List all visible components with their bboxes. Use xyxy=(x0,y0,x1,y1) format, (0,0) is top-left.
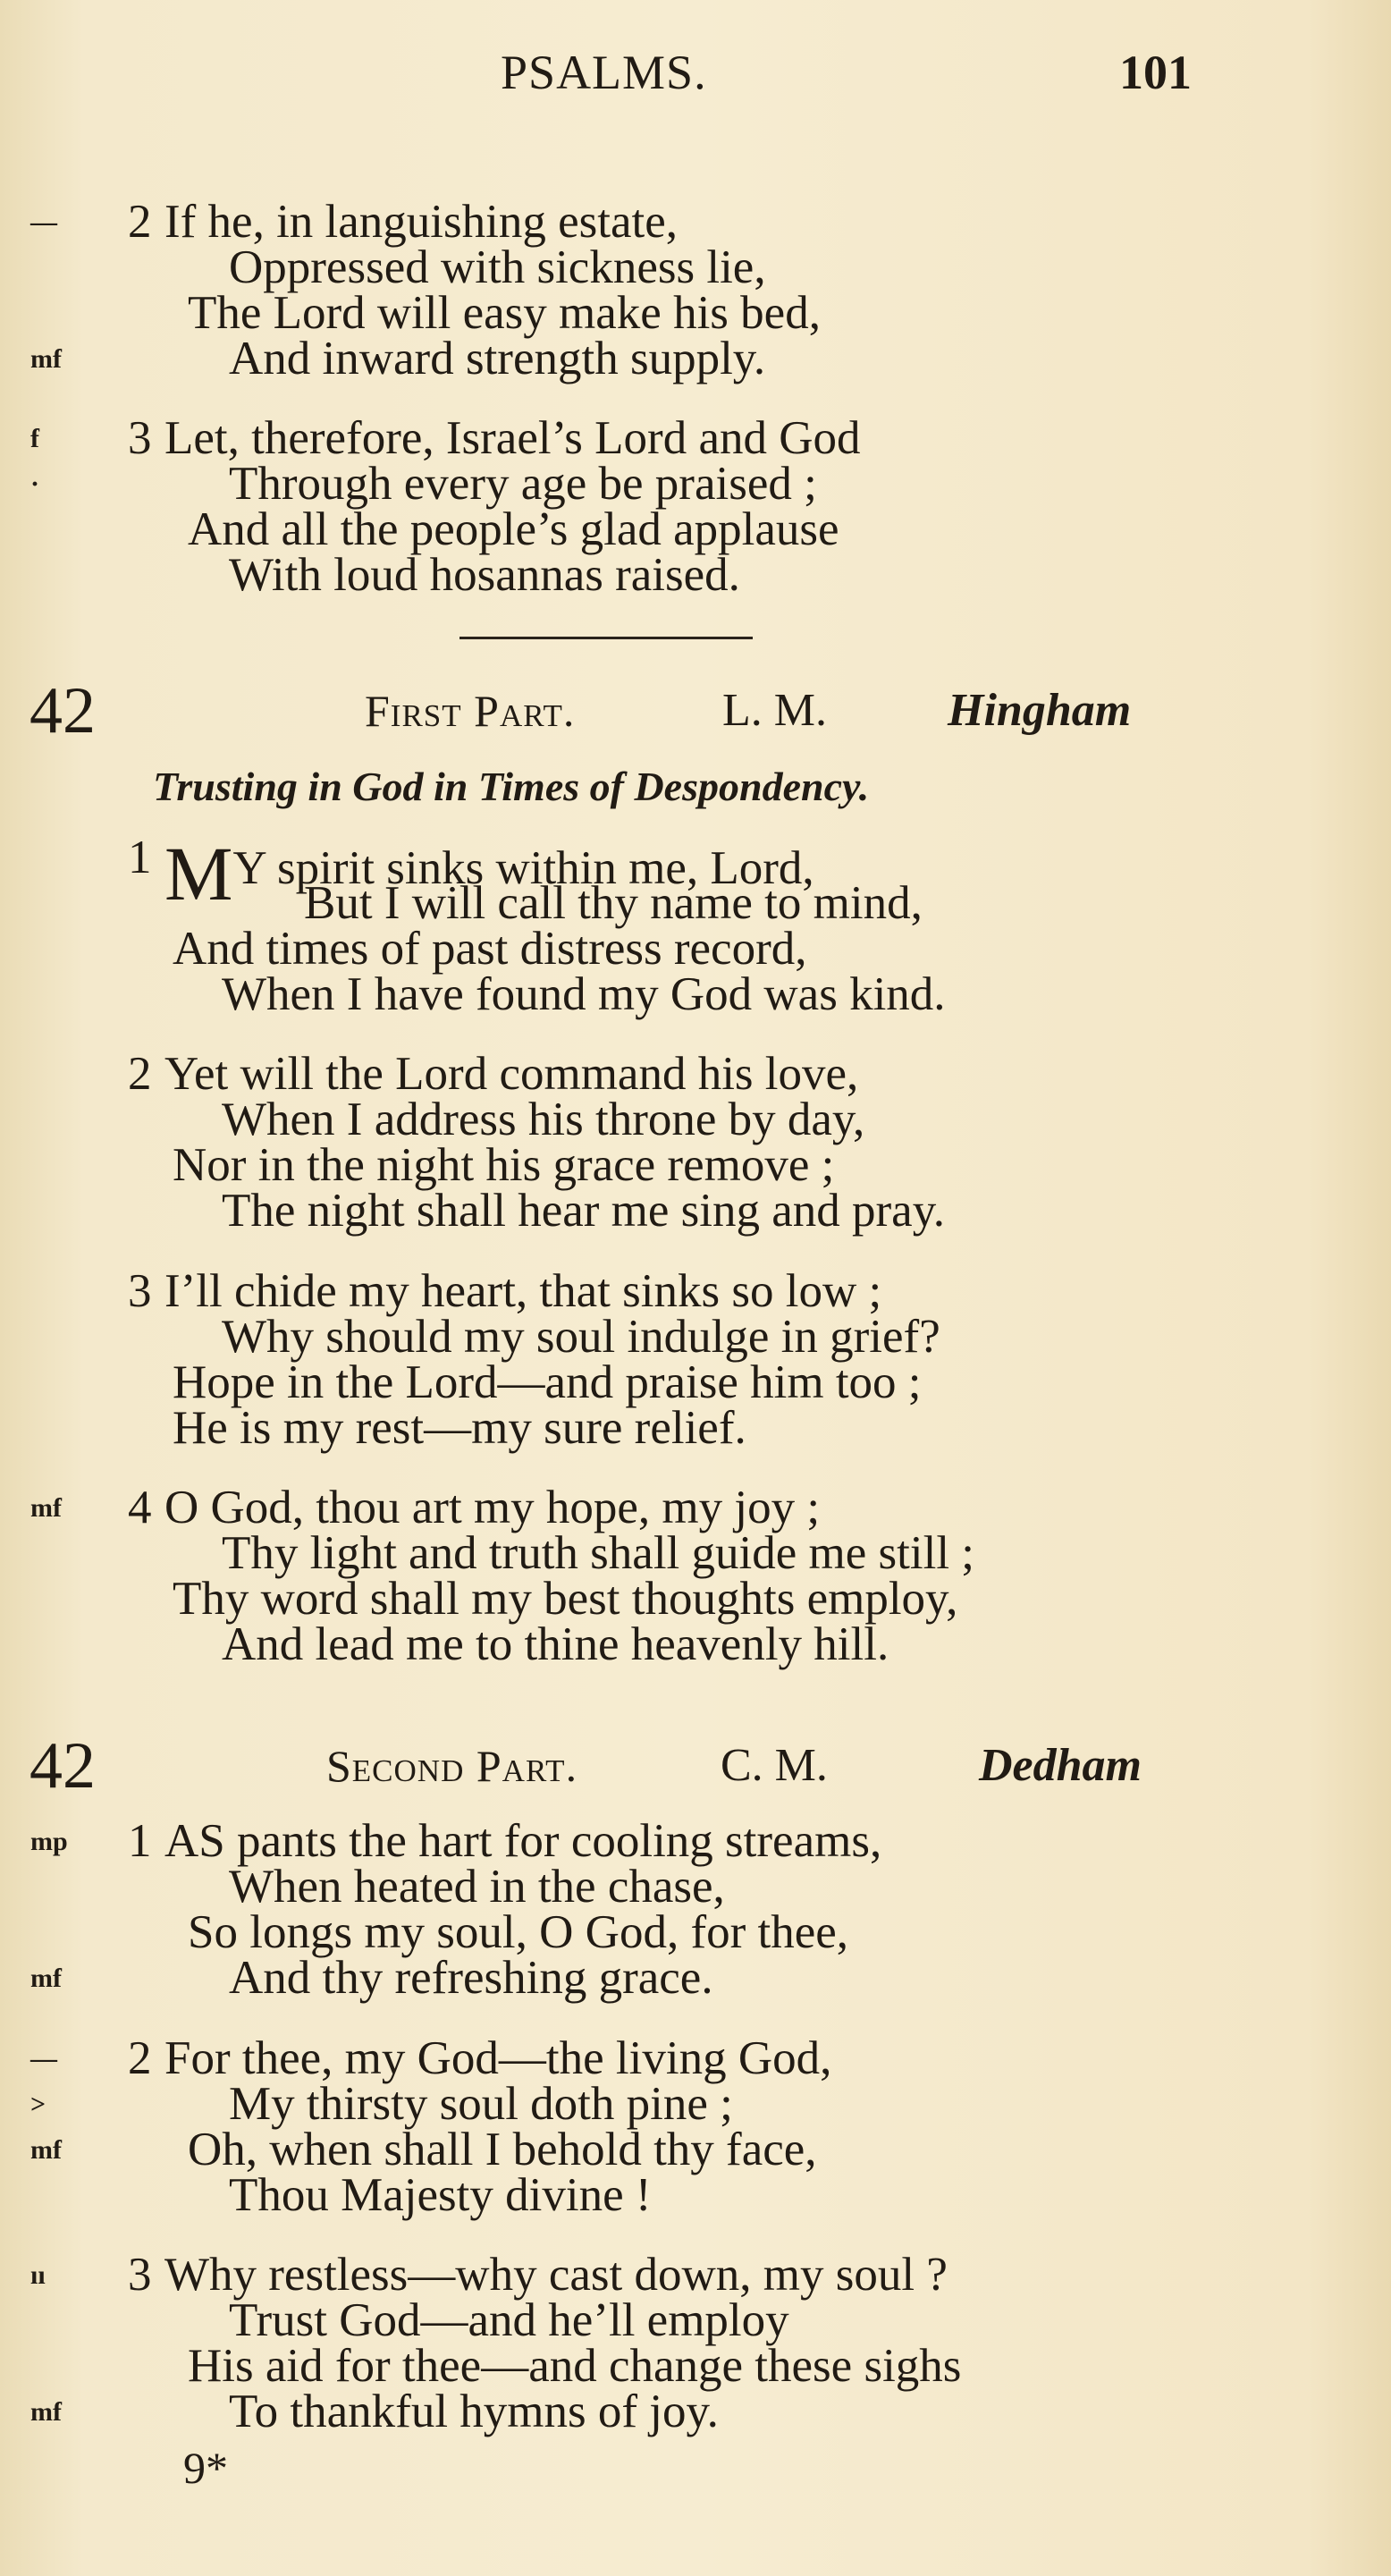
verse-line xyxy=(0,1815,1391,1867)
verse-line xyxy=(0,2386,1391,2437)
verse-text: He is my rest—my sure relief. xyxy=(173,1402,746,1454)
verse-number: 4 xyxy=(128,1482,152,1533)
verse-text: And inward strength supply. xyxy=(229,333,766,384)
verse-line xyxy=(0,1185,1391,1237)
verse-number: 3 xyxy=(128,412,152,464)
verse-line xyxy=(0,241,1391,293)
verse-text: Oh, when shall I behold thy face, xyxy=(188,2124,817,2175)
verse-number: 1 xyxy=(128,1815,152,1867)
verse-text: Let, therefore, Israel’s Lord and God xyxy=(164,412,861,464)
verse-line xyxy=(0,1094,1391,1145)
hymn-meter: C. M. xyxy=(721,1740,828,1791)
hymn-subtitle: Trusting in God in Times of Despondency. xyxy=(153,764,870,809)
verse-text: Hope in the Lord—and praise him too ; xyxy=(173,1356,922,1408)
verse-text: So longs my soul, O God, for thee, xyxy=(188,1906,849,1958)
verse-text: Through every age be praised ; xyxy=(229,458,817,510)
verse-text: The Lord will easy make his bed, xyxy=(188,287,821,339)
verse-number: 2 xyxy=(128,2032,152,2084)
verse-text: And thy refreshing grace. xyxy=(229,1952,713,2004)
dynamic-mark: ıı xyxy=(30,2260,46,2290)
verse-line xyxy=(0,2169,1391,2221)
verse-line xyxy=(0,1048,1391,1100)
dynamic-mark: mf xyxy=(30,1493,62,1523)
stanza xyxy=(0,1265,1391,1454)
verse-text: Y spirit sinks within me, Lord, xyxy=(232,842,814,894)
verse-text: AS pants the hart for cooling streams, xyxy=(164,1815,882,1867)
verse-line xyxy=(0,2032,1391,2084)
verse-text: To thankful hymns of joy. xyxy=(229,2386,719,2437)
verse-line xyxy=(0,1573,1391,1625)
hymn-tune: Hingham xyxy=(948,685,1132,736)
dynamic-mark: mf xyxy=(30,2135,62,2165)
hymn-part: First Part. xyxy=(365,686,576,736)
verse-text: Yet will the Lord command his love, xyxy=(164,1048,859,1100)
dynamic-mark: — xyxy=(30,2044,57,2073)
verse-text: Why restless—why cast down, my soul ? xyxy=(164,2249,948,2301)
hymn-part: Second Part. xyxy=(326,1741,578,1791)
verse-line xyxy=(0,1311,1391,1363)
verse-line xyxy=(0,549,1391,601)
verse-line xyxy=(0,2340,1391,2392)
page-number: 101 xyxy=(1119,46,1192,99)
verse-line xyxy=(0,2249,1391,2301)
verse-line xyxy=(0,1265,1391,1317)
dynamic-mark: · xyxy=(30,469,40,499)
stanza xyxy=(0,1482,1391,1670)
verse-text: When I have found my God was kind. xyxy=(222,968,946,1020)
stanza xyxy=(0,196,1391,384)
verse-text: Trust God—and he’ll employ xyxy=(229,2294,789,2346)
verse-line xyxy=(0,2294,1391,2346)
stanza xyxy=(0,412,1391,601)
dynamic-mark: f xyxy=(30,424,39,453)
dynamic-mark: mf xyxy=(30,1964,62,1993)
verse-line xyxy=(0,1906,1391,1958)
stanza xyxy=(0,831,1391,1020)
running-header: PSALMS. xyxy=(501,46,707,99)
verse-text: When I address his throne by day, xyxy=(222,1094,865,1145)
verse-line xyxy=(0,196,1391,248)
verse-number: 2 xyxy=(128,1048,152,1100)
verse-text: With loud hosannas raised. xyxy=(229,549,740,601)
verse-line xyxy=(0,1356,1391,1408)
verse-number: 2 xyxy=(128,196,152,248)
verse-line xyxy=(0,968,1391,1020)
verse-line xyxy=(0,503,1391,555)
verse-text: But I will call thy name to mind, xyxy=(304,877,923,929)
verse-line xyxy=(0,1861,1391,1913)
verse-text: Nor in the night his grace remove ; xyxy=(173,1139,835,1191)
verse-line xyxy=(0,333,1391,384)
verse-line xyxy=(0,2078,1391,2130)
stanza xyxy=(0,2249,1391,2437)
verse-text: Thou Majesty divine ! xyxy=(229,2169,652,2221)
verse-text: Oppressed with sickness lie, xyxy=(229,241,766,293)
verse-line xyxy=(0,923,1391,975)
verse-text: O God, thou art my hope, my joy ; xyxy=(164,1482,821,1533)
verse-text: Thy word shall my best thoughts employ, xyxy=(173,1573,958,1625)
verse-text: And all the people’s glad applause xyxy=(188,503,839,555)
verse-line xyxy=(0,458,1391,510)
verse-number: 1 xyxy=(128,832,152,883)
verse-number: 3 xyxy=(128,1265,152,1317)
stanza xyxy=(0,1048,1391,1237)
verse-line xyxy=(0,1482,1391,1533)
verse-text: If he, in languishing estate, xyxy=(164,196,679,248)
dynamic-mark: > xyxy=(30,2090,46,2119)
verse-line xyxy=(0,412,1391,464)
hymn-tune: Dedham xyxy=(979,1740,1142,1791)
verse-line xyxy=(0,1527,1391,1579)
verse-text: Thy light and truth shall guide me still ; xyxy=(222,1527,975,1579)
verse-text: His aid for thee—and change these sighs xyxy=(188,2340,962,2392)
stanza xyxy=(0,1815,1391,2004)
verse-text: My thirsty soul doth pine ; xyxy=(229,2078,733,2130)
dynamic-mark: mf xyxy=(30,344,62,374)
hymn-number: 42 xyxy=(30,674,96,747)
dynamic-mark: mf xyxy=(30,2397,62,2427)
hymn-meter: L. M. xyxy=(722,685,827,736)
verse-line xyxy=(0,1139,1391,1191)
drop-cap: M xyxy=(164,831,233,916)
verse-number: 3 xyxy=(128,2249,152,2301)
verse-text: When heated in the chase, xyxy=(229,1861,725,1913)
stanza xyxy=(0,2032,1391,2221)
verse-line xyxy=(0,1402,1391,1454)
dynamic-mark: — xyxy=(30,207,57,237)
dynamic-mark: mp xyxy=(30,1827,68,1856)
verse-text: And times of past distress record, xyxy=(173,923,807,975)
verse-text: For thee, my God—the living God, xyxy=(164,2032,832,2084)
verse-text: I’ll chide my heart, that sinks so low ; xyxy=(164,1265,882,1317)
verse-line xyxy=(0,2124,1391,2175)
hymn-number: 42 xyxy=(30,1729,96,1803)
verse-line xyxy=(0,287,1391,339)
verse-line xyxy=(0,877,1391,929)
section-divider xyxy=(459,637,753,639)
verse-line xyxy=(0,1618,1391,1670)
signature-mark: 9* xyxy=(183,2443,228,2493)
verse-text: Why should my soul indulge in grief? xyxy=(222,1311,940,1363)
verse-text: And lead me to thine heavenly hill. xyxy=(222,1618,889,1670)
verse-text: The night shall hear me sing and pray. xyxy=(222,1185,946,1237)
verse-line xyxy=(0,1952,1391,2004)
